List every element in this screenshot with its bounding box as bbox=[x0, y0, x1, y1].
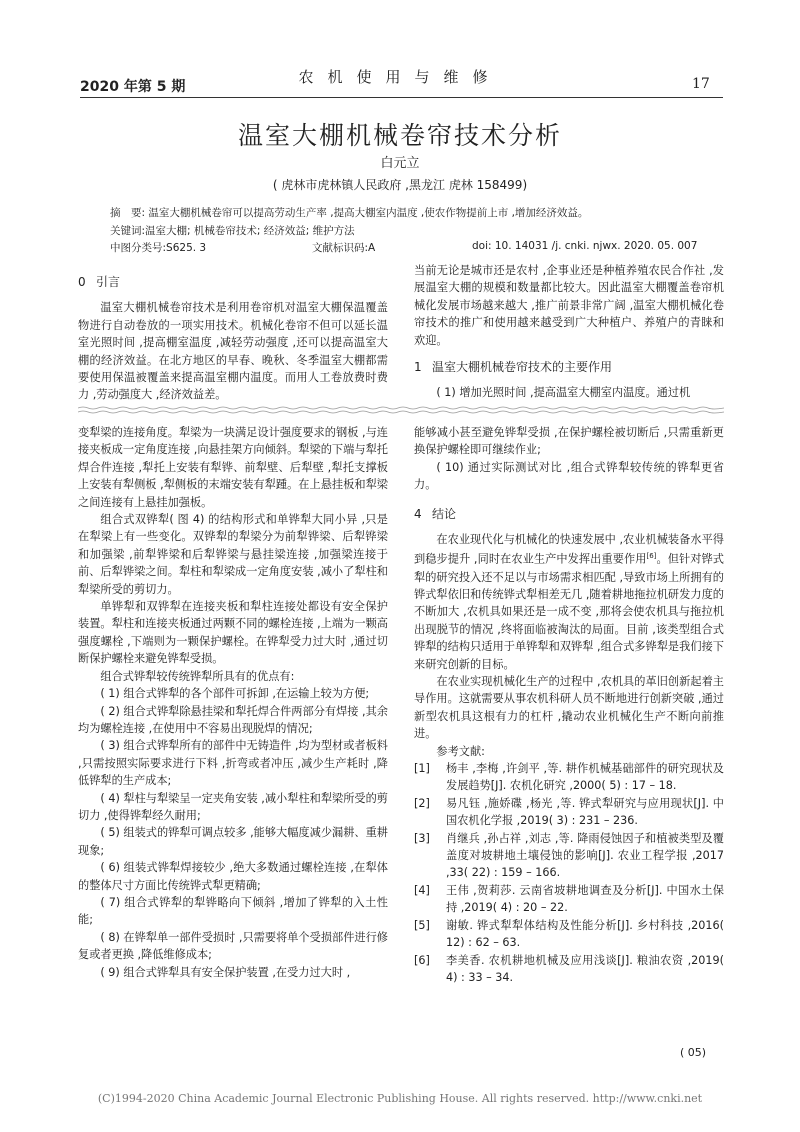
header-rule bbox=[80, 97, 723, 98]
right-column-bottom bbox=[414, 424, 724, 986]
doc-code-label: 文献标识码: bbox=[312, 242, 369, 254]
advantage-item: ( 9) 组合式铧犁具有安全保护装置 ,在受力过大时 , bbox=[100, 965, 351, 979]
reference-item: [6] 李美香. 农机耕地机械及应用浅谈[J]. 粮油农资 ,2019( 4) : 33 – 34. bbox=[414, 953, 724, 984]
doi: doi: 10. 14031 /j. cnki. njwx. 2020. 05. 007 bbox=[472, 240, 698, 252]
advantage-item: ( 7) 组合式铧犁的犁铧略向下倾斜 ,增加了铧犁的入土性能; bbox=[78, 895, 388, 927]
article-title: 温室大棚机械卷帘技术分析 bbox=[237, 121, 562, 150]
reference-item: [1] 杨丰 ,李梅 ,许剑平 ,等. 耕作机械基础部件的研究现状及发展趋势[J]. 农机化研究 ,2000( 5) : 17 – 18. bbox=[414, 762, 724, 793]
clc-line bbox=[110, 240, 206, 255]
issue-label: 2020 年第 5 期 bbox=[80, 79, 186, 95]
intro-paragraph-cont: 当前无论是城市还是农村 ,企事业还是种植养殖农民合作社 ,发展温室大棚的规模和数量都比较大。因此温室大棚覆盖卷帘机械化发展市场越来越大 ,推广前景非常广阔 ,温室大棚机械化卷帘技术的推广和使用越来越受到广大种植户、养殖户的青睐和欢迎。 bbox=[414, 264, 724, 347]
abstract-text: 温室大棚机械卷帘可以提高劳动生产率 ,提高大棚室内温度 ,使农作物提前上市 ,增加经济效益。 bbox=[148, 207, 589, 219]
abstract-line bbox=[110, 205, 588, 220]
advantage-item: ( 6) 组装式铧犁焊接较少 ,绝大多数通过螺栓连接 ,在犁体的整体尺寸方面比传统铧式犁更精确; bbox=[78, 861, 388, 892]
advantage-item-cont: 能够减小甚至避免铧犁受损 ,在保护螺栓被切断后 ,只需重新更换保护螺栓即可继续作业; bbox=[414, 426, 724, 457]
citation-marker: [6] bbox=[646, 552, 657, 561]
page-number: 17 bbox=[692, 76, 710, 92]
advantage-item-10: ( 10) 通过实际测试对比 ,组合式铧犁较传统的铧犁更省力。 bbox=[414, 460, 724, 492]
right-column-top bbox=[414, 262, 724, 402]
safety-device-paragraph: 单铧犁和双铧犁在连接夹板和犁柱连接处都设有安全保护装置。犁柱和连接夹板通过两颗不同的螺栓连接 ,上端为一颗高强度螺栓 ,下端则为一颗保护螺栓。在铧犁受力过大时 ,通过切断保护螺栓来避免铧犁受损。 bbox=[78, 600, 388, 666]
doc-code-line bbox=[312, 240, 375, 255]
left-column-bottom bbox=[78, 424, 388, 981]
advantage-item: ( 3) 组合式铧犁所有的部件中无铸造件 ,均为型材或者板料 ,只需按照实际要求进行下料 ,折弯或者冲压 ,减少生产耗时 ,降低铧犁的生产成本; bbox=[78, 739, 388, 788]
section-heading-intro: 0 引言 bbox=[78, 275, 121, 289]
author-affiliation: ( 虎林市虎林镇人民政府 ,黑龙江 虎林 158499) bbox=[272, 178, 528, 192]
keywords-text: 温室大棚; 机械卷帘技术; 经济效益; 维护方法 bbox=[145, 225, 355, 237]
advantage-item: ( 4) 犁柱与犁梁呈一定夹角安装 ,减小犁柱和犁梁所受的剪切力 ,使得铧犁经久耐用; bbox=[78, 791, 388, 822]
section-heading-4: 4 结论 bbox=[414, 506, 457, 521]
left-column-top bbox=[78, 268, 388, 404]
page-tear-divider bbox=[78, 406, 724, 414]
reference-item: [2] 易凡钰 ,施娇碟 ,杨光 ,等. 铧式犁研究与应用现状[J]. 中国农机化学报 ,2019( 3) : 231 – 236. bbox=[414, 796, 724, 828]
copyright-footer: (C)1994-2020 China Academic Journal Electronic Publishing House. All rights reserved. http://www.cnki.net bbox=[97, 1092, 703, 1105]
article-author: 白元立 bbox=[380, 156, 420, 171]
advantage-item: ( 8) 在铧犁单一部件受损时 ,只需要将单个受损部件进行修复或者更换 ,降低维修成本; bbox=[78, 930, 388, 962]
keywords-label: 关键词: bbox=[110, 225, 146, 237]
reference-item: [4] 王伟 ,贺莉莎. 云南省坡耕地调查及分析[J]. 中国水土保持 ,2019( 4) : 20 – 22. bbox=[414, 883, 724, 915]
conclusion-paragraph-1: 在农业现代化与机械化的快速发展中 ,农业机械装备水平得到稳步提升 ,同时在农业生产中发挥出重要作用[6]。但针对铧式犁的研究投入还不足以与市场需求相匹配 ,导致市场上所拥有的铧式犁依旧和传统铧式犁相差无几 ,随着耕地拖拉机研发力度的不断加大 ,农机具如果还是一成不变 ,那将会使农机具与拖拉机出现脱节的情况 ,终将面临被淘汰的局面。目前 ,该类型组合式铧犁的结构只适用于单铧犁和双铧犁 ,组合式多铧犁是我们接下来研究创新的目标。 bbox=[414, 533, 724, 671]
section-heading-1: 1 温室大棚机械卷帘技术的主要作用 bbox=[414, 360, 613, 375]
keywords-line bbox=[110, 223, 355, 238]
reference-item: [3] 肖继兵 ,孙占祥 ,刘志 ,等. 降雨侵蚀因子和植被类型及覆盖度对坡耕地土壤侵蚀的影响[J]. 农业工程学报 ,2017 ,33( 22) : 159 – 166. bbox=[414, 831, 724, 880]
advantage-item: ( 1) 组合式铧犁的各个部件可拆卸 ,在运输上较为方便; bbox=[100, 687, 370, 701]
advantage-item: ( 5) 组装式的铧犁可调点较多 ,能够大幅度减少漏耕、重耕现象; bbox=[78, 826, 388, 857]
intro-paragraph: 温室大棚机械卷帘技术是利用卷帘机对温室大棚保温覆盖物进行自动卷放的一项实用技术。机械化卷帘不但可以延长温室光照时间 ,提高棚室温度 ,减轻劳动强度 ,还可以提高温室大棚的经济效益。在北方地区的早春、晚秋、冬季温室大棚都需要使用保温被覆盖来提高温室棚内温度。而用人工卷放费时费力 ,劳动强度大 ,经济效益差。 bbox=[78, 301, 388, 402]
clc-label: 中图分类号: bbox=[110, 242, 167, 254]
clc-value: S625. 3 bbox=[166, 242, 207, 254]
article-code: ( 05) bbox=[680, 1046, 707, 1059]
conclusion-paragraph-2: 在农业实现机械化生产的过程中 ,农机具的革旧创新起着主导作用。这就需要从事农机科研人员不断地进行创新突破 ,通过新型农机具这根有力的杠杆 ,撬动农业机械化生产不断向前推进。 bbox=[414, 675, 724, 741]
plough-beam-paragraph: 变犁梁的连接角度。犁梁为一块满足设计强度要求的钢板 ,与连接夹板成一定角度连接 ,向悬挂架方向倾斜。犁梁的下端与犁托焊合件连接 ,犁托上安装有犁铧、前犁壁、后犁壁 ,犁托支撑板上安装有犁侧板 ,犁侧板的末端安装有犁踵。在上悬挂板和犁梁之间连接有上悬挂加强板。 bbox=[78, 426, 388, 509]
journal-name: 农机使用与维修 bbox=[298, 68, 502, 86]
advantage-item: ( 2) 组合式铧犁除悬挂梁和犁托焊合件两部分有焊接 ,其余均为螺栓连接 ,在使用中不容易出现脱焊的情况; bbox=[78, 704, 388, 735]
abstract-label: 摘 要: bbox=[110, 207, 146, 219]
advantages-intro: 组合式铧犁较传统铧犁所具有的优点有: bbox=[100, 669, 295, 683]
double-share-paragraph: 组合式双铧犁( 图 4) 的结构形式和单铧犁大同小异 ,只是在犁梁上有一些变化。双铧犁的犁梁分为前犁铧梁、后犁铧梁和加强梁 ,前犁铧梁和后犁铧梁与悬挂梁连接 ,加强梁连接于前、后犁铧梁之间。犁柱和犁梁成一定角度安装 ,减小了犁柱和犁梁所受的剪切力。 bbox=[78, 513, 388, 596]
section1-item1: ( 1) 增加光照时间 ,提高温室大棚室内温度。通过机 bbox=[436, 386, 691, 400]
references-label: 参考文献: bbox=[436, 744, 485, 758]
reference-item: [5] 谢敏. 铧式犁犁体结构及性能分析[J]. 乡村科技 ,2016( 12) : 62 – 63. bbox=[414, 918, 724, 950]
doc-code-value: A bbox=[368, 242, 376, 254]
